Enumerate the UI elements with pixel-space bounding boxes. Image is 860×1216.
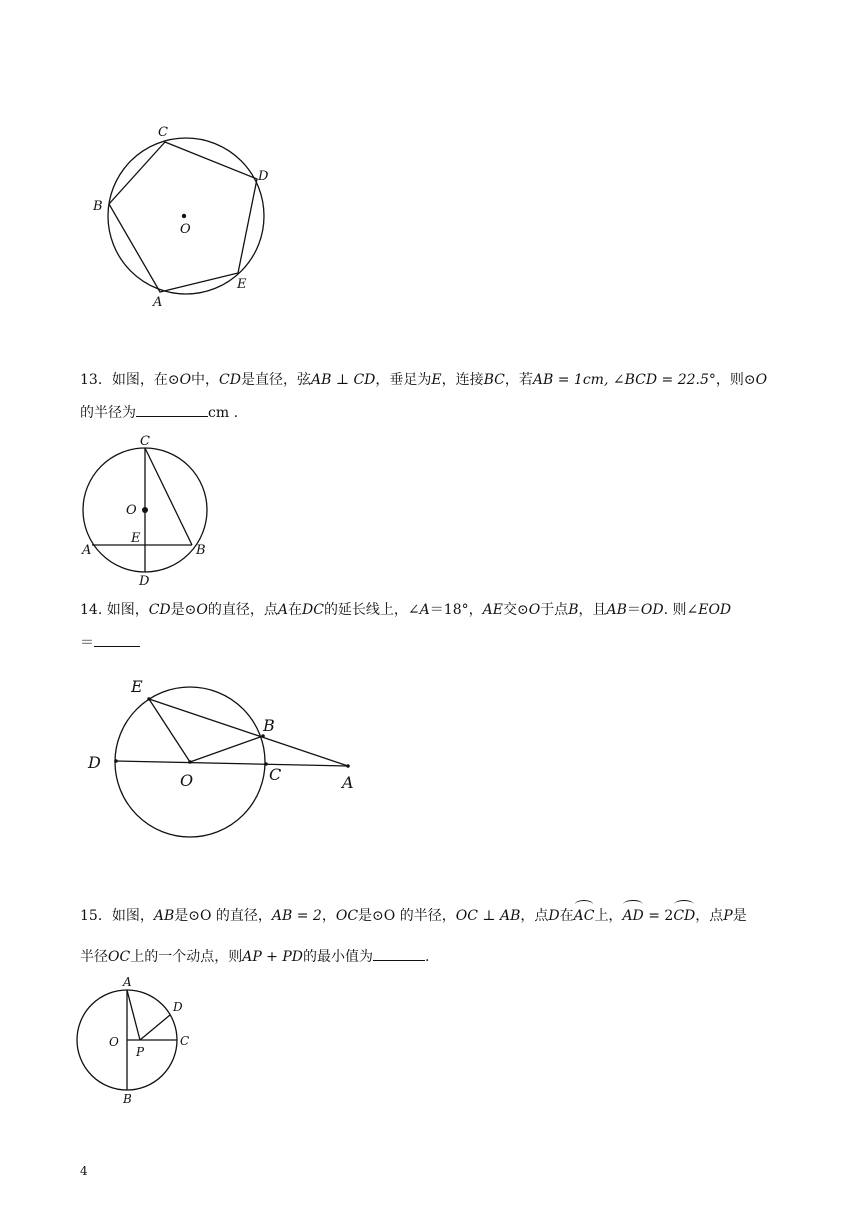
figure-15-circle: [76, 972, 206, 1107]
q15-math: D: [548, 908, 560, 924]
q13-math: BC: [483, 372, 505, 388]
q15-math: OC: [335, 908, 359, 924]
q15-math: OC: [108, 949, 131, 965]
q14-text: ，且: [578, 602, 607, 618]
label-o: O: [180, 222, 191, 237]
q13-text: ，若: [504, 372, 533, 388]
label-a: A: [153, 295, 163, 310]
label-c: C: [269, 765, 282, 784]
label-o: O: [109, 1035, 119, 1049]
label-d: D: [173, 1000, 183, 1014]
q13-text: ，则⊙: [715, 372, 756, 388]
label-c: C: [180, 1034, 190, 1048]
label-e: E: [131, 677, 143, 696]
label-b: B: [93, 199, 103, 214]
q15-math: P: [723, 908, 733, 924]
q15-text: 是⊙O 的半径，: [358, 908, 456, 924]
q14-text: ＝: [80, 635, 94, 651]
figure-13-circle: [78, 428, 228, 593]
question-14-line-1: [80, 600, 731, 620]
segment-ob: [190, 736, 263, 762]
point-c: [264, 762, 268, 766]
q13-number: 13．: [80, 372, 112, 388]
q14-text: 如图，: [106, 602, 149, 618]
q14-answer-blank[interactable]: [94, 632, 140, 647]
label-d: D: [258, 169, 269, 184]
q15-text: ，点: [695, 908, 724, 924]
q15-text: 上的一个动点，则: [130, 949, 243, 965]
q14-math: EOD: [698, 602, 732, 618]
point-d: [114, 759, 118, 763]
q14-math: OD: [640, 602, 664, 618]
q13-math: AB ⊥ CD: [310, 372, 376, 388]
q15-answer-blank[interactable]: [373, 946, 425, 961]
label-b: B: [123, 1092, 132, 1106]
q14-math: A: [419, 602, 430, 618]
label-c: C: [158, 125, 168, 140]
q15-text: 的最小值为: [303, 949, 374, 965]
point-e: [147, 697, 151, 701]
q15-text: 在: [559, 908, 574, 924]
q13-math: CD: [219, 372, 241, 388]
question-15-line-2: [80, 946, 429, 967]
point-a: [346, 764, 350, 768]
q13-text: ，垂足为: [375, 372, 432, 388]
q14-text: 是⊙: [170, 602, 197, 618]
q14-text: 的延长线上，∠: [323, 602, 420, 618]
q15-text: 上，: [594, 908, 623, 924]
q15-math: OC ⊥ AB: [455, 908, 521, 924]
label-a: A: [82, 543, 92, 558]
q13-math: O: [755, 372, 768, 388]
center-point: [142, 507, 148, 513]
q15-math: AB = 2: [271, 908, 322, 924]
label-b: B: [263, 716, 275, 735]
question-13-line-1: [80, 370, 767, 390]
q14-math: B: [568, 602, 579, 618]
q13-text: cm .: [208, 405, 239, 421]
q13-text: 是直径，弦: [240, 372, 311, 388]
q15-arc-cd: CD: [673, 908, 696, 924]
q14-math: A: [277, 602, 288, 618]
q14-math: O: [196, 602, 208, 618]
q13-math: E: [431, 372, 442, 388]
figure-12-pentagon: [80, 120, 300, 320]
q15-number: 15．: [80, 908, 112, 924]
q14-text: ＝: [626, 602, 641, 618]
q13-text: 中，: [191, 372, 220, 388]
label-o: O: [180, 771, 194, 790]
label-c: C: [140, 434, 150, 449]
q13-text: ，连接: [441, 372, 484, 388]
label-p: P: [136, 1045, 145, 1059]
q14-text: 在: [288, 602, 302, 618]
q14-text: 交⊙: [502, 602, 529, 618]
q15-arc-ac: AC: [573, 908, 595, 924]
center-point: [182, 214, 186, 218]
q13-answer-blank[interactable]: [136, 402, 208, 417]
label-a: A: [123, 975, 132, 989]
q14-math: AE: [482, 602, 503, 618]
label-d: D: [88, 753, 101, 772]
q13-text: 如图，在⊙: [111, 372, 180, 388]
q14-text: 于点: [540, 602, 569, 618]
q14-math: AB: [606, 602, 627, 618]
label-o: O: [126, 503, 137, 518]
question-14-line-2: [80, 632, 140, 653]
q15-text: .: [425, 949, 430, 965]
q15-text: 半径: [80, 949, 108, 965]
q13-math: O: [179, 372, 192, 388]
label-a: A: [342, 773, 354, 792]
q13-math: AB = 1cm, ∠BCD = 22.5°: [532, 372, 716, 388]
segment-ap: [127, 990, 140, 1040]
q15-math: AP + PD: [242, 949, 304, 965]
q15-text: ，: [321, 908, 336, 924]
segment-oe: [149, 699, 190, 762]
question-15-line-1: [80, 906, 747, 926]
q14-text: . 则∠: [663, 602, 699, 618]
q13-text: 的半径为: [80, 405, 136, 421]
q15-text: 是: [732, 908, 747, 924]
q14-math: CD: [148, 602, 171, 618]
question-13-line-2: [80, 402, 238, 423]
label-e: E: [131, 531, 141, 546]
q14-text: 的直径，点: [207, 602, 278, 618]
label-e: E: [237, 277, 247, 292]
q15-arc-ad: AD: [622, 908, 644, 924]
q15-math: AB: [153, 908, 175, 924]
segment-pd: [140, 1015, 170, 1040]
q14-number: 14.: [80, 602, 107, 618]
q15-text: ，点: [520, 908, 549, 924]
page-number: 4: [80, 1164, 88, 1178]
line-da: [116, 761, 348, 766]
label-d: D: [139, 574, 150, 589]
q14-math: O: [528, 602, 541, 618]
line-ea: [149, 699, 348, 766]
q15-text: 是⊙O 的直径，: [174, 908, 272, 924]
q14-math: DC: [302, 602, 324, 618]
figure-14-circle: [80, 670, 380, 845]
q15-text: = 2: [643, 908, 674, 924]
point-o: [188, 760, 192, 764]
q14-text: ＝18°，: [429, 602, 483, 618]
q15-text: 如图，: [111, 908, 154, 924]
label-b: B: [196, 543, 206, 558]
